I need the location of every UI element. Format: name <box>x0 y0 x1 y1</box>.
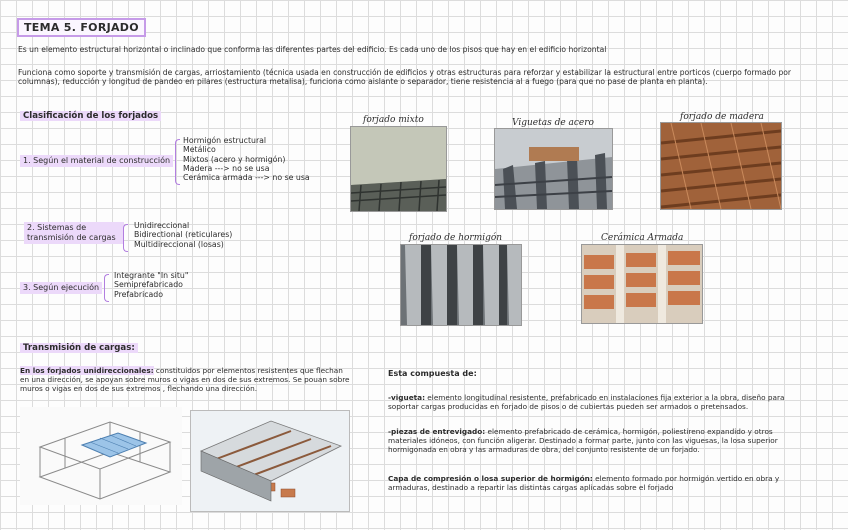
group-material-items <box>183 136 310 182</box>
concrete-slab-photo <box>400 244 522 326</box>
list-item: Hormigón estructural <box>183 136 267 145</box>
photo-caption-steel: Viguetas de acero <box>512 118 594 128</box>
composition-item-vigueta <box>388 393 813 411</box>
slab-components-diagram <box>190 410 350 512</box>
transmission-lead: En los forjados unidireccionales: <box>20 366 154 375</box>
photo-caption-mixed: forjado mixto <box>363 115 424 125</box>
list-item: Cerámica armada ---> no se usa <box>183 173 310 183</box>
page-title: TEMA 5. FORJADO <box>17 18 146 37</box>
list-item: Integrante "In situ" <box>114 271 189 280</box>
group-material-label: 1. Según el material de construcción <box>20 155 173 167</box>
group-transmission-label: 2. Sistemas de transmisión de cargas <box>24 222 124 244</box>
group-execution-brace <box>104 274 109 302</box>
group-execution-label: 3. Según ejecución <box>20 282 102 294</box>
composition-term: -vigueta: <box>388 393 425 402</box>
list-item: Bidirectional (reticulares) <box>134 230 233 240</box>
list-item: Metálico <box>183 145 216 155</box>
photo-caption-ceramic: Cerámica Armada <box>601 233 684 243</box>
group-execution-items <box>114 271 188 299</box>
composition-text: elemento longitudinal resistente, prefabricado en instalaciones fija exterior a la obra, diseño para soportar cargas producidas en forjado de pisos o de cubiertas pueden ser armados o pretensados. <box>388 393 785 412</box>
composition-heading: Esta compuesta de: <box>388 369 477 378</box>
composition-term: Capa de compresión o losa superior de hormigón: <box>388 474 593 483</box>
classification-heading: Clasificación de los forjados <box>20 111 161 121</box>
ceramic-slab-photo <box>581 244 703 324</box>
photo-caption-concrete: forjado de hormigón <box>409 233 503 243</box>
composition-text: elemento prefabricado de cerámica, hormigón, poliestireno expandido y otros materiales idóneos, con función aligerar. Destinado a formar parte, junto con las viguesas, la losa superior hormigonada en obra y las armaduras de obra, del conjunto resistente de un forjado. <box>388 427 778 455</box>
group-transmission-items <box>134 221 232 249</box>
list-item: Mixtos (acero y hormigón) <box>183 154 286 164</box>
mixed-slab-photo <box>350 126 447 212</box>
unidirectional-frame-diagram <box>20 407 182 505</box>
group-material-brace <box>175 139 180 185</box>
composition-item-capa <box>388 474 813 492</box>
list-item: Multidireccional (losas) <box>134 239 224 249</box>
list-item: Madera ---> no se usa <box>183 163 270 173</box>
composition-item-entrevigado <box>388 427 813 455</box>
group-transmission-brace <box>123 224 128 252</box>
intro-paragraph-2: Funciona como soporte y transmisión de cargas, arriostamiento (técnica usada en construcción de edificios y otras estructuras para reforzar y estabilizar la estructural entre porticos (cuerpo formado por columnas), reducción y longitud de pandeo en pilares (estructura metalisa), funciona como aislante o separador, tiene resistencia al a fuego (para que no pase de planta en planta). <box>18 68 792 87</box>
transmission-heading: Transmisión de cargas: <box>20 343 138 353</box>
timber-slab-photo <box>660 122 782 210</box>
intro-paragraph-1: Es un elemento estructural horizontal o inclinado que conforma las diferentes partes del edificio. Es cada uno de los pisos que hay en el edificio horizontal <box>18 45 607 54</box>
list-item: Unidireccional <box>134 221 190 230</box>
steel-joists-photo <box>494 128 613 210</box>
transmission-text: constituidos por elementos resistentes que flechan en una dirección, se apoyan sobre muros o vigas en dos de sus extremos. Se pouan sobre muros o vigas en dos de sus extremos , flechando una dirección. <box>20 366 350 394</box>
composition-text: elemento formado por hormigón vertido en obra y armaduras, destinado a repartir las distintas cargas aplicadas sobre el forjado <box>388 474 780 493</box>
photo-caption-timber: forjado de madera <box>680 112 764 122</box>
list-item: Semiprefabricado <box>114 280 183 290</box>
transmission-paragraph <box>20 366 350 394</box>
list-item: Prefabricado <box>114 289 164 299</box>
composition-term: -piezas de entrevigado: <box>388 427 486 436</box>
